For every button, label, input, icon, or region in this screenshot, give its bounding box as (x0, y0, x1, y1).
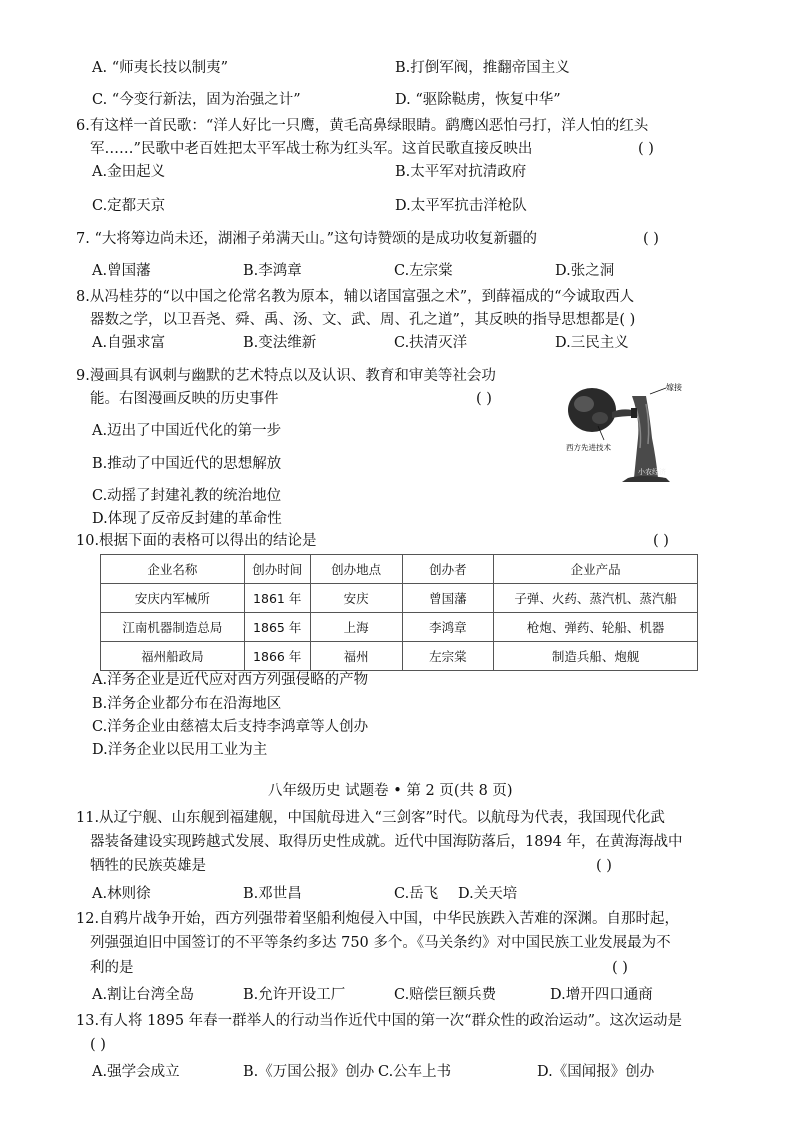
q7-option-b: B.李鸿章 (243, 263, 302, 279)
q6-option-c: C.定都天京 (92, 198, 166, 214)
q12-option-c: C.赔偿巨额兵费 (394, 987, 497, 1003)
q5-option-d: D. “驱除鞑虏，恢复中华” (395, 92, 561, 108)
q9-option-d: D.体现了反帝反封建的革命性 (92, 511, 282, 527)
q12-stem-line2: 列强强迫旧中国签订的不平等条约多达 750 多个。《马关条约》对中国民族工业发展最为不 (90, 935, 671, 951)
q10-option-b: B.洋务企业都分布在沿海地区 (92, 696, 282, 712)
q7-option-a: A.曾国藩 (92, 263, 151, 279)
q12-option-d: D.增开四口通商 (550, 987, 653, 1003)
q11-option-a: A.林则徐 (92, 886, 151, 902)
q10-answer-bracket: ( ) (653, 533, 669, 549)
q5-option-c: C. “今变行新法，固为治强之计” (92, 92, 301, 108)
q9-option-a: A.迈出了中国近代化的第一步 (92, 423, 282, 439)
cell: 1865 年 (244, 613, 310, 642)
cell: 1866 年 (244, 642, 310, 671)
table-header-row (101, 555, 698, 584)
q12-option-a: A.割让台湾全岛 (92, 987, 195, 1003)
q8-option-b: B.变法维新 (243, 335, 317, 351)
cell: 枪炮、弹药、轮船、机器 (494, 613, 698, 642)
q9-stem-line1: 9.漫画具有讽刺与幽默的艺术特点以及认识、教育和审美等社会功 (76, 368, 496, 384)
cell: 安庆内军械所 (101, 584, 245, 613)
q7-stem: 7. “大将筹边尚未还，湖湘子弟满天山。”这句诗赞颂的是成功收复新疆的 (76, 231, 538, 247)
table-row (101, 642, 698, 671)
q9-option-c: C.动摇了封建礼教的统治地位 (92, 488, 282, 504)
q13-option-d: D.《国闻报》创办 (537, 1064, 655, 1080)
header-founder: 创办者 (402, 555, 494, 584)
q6-option-b: B.太平军对抗清政府 (395, 164, 527, 180)
q10-option-c: C.洋务企业由慈禧太后支持李鸿章等人创办 (92, 719, 369, 735)
q7-option-d: D.张之洞 (555, 263, 615, 279)
q11-option-d: D.关天培 (458, 886, 518, 902)
q8-stem-line2: 器数之学，以卫吾尧、舜、禹、汤、文、武、周、孔之道”，其反映的指导思想都是( ) (90, 312, 636, 328)
q11-option-c: C.岳飞 (394, 886, 439, 902)
q9-option-b: B.推动了中国近代的思想解放 (92, 456, 282, 472)
q11-stem-line2: 器装备建设实现跨越式发展、取得历史性成就。近代中国海防落后，1894 年，在黄海海战中 (90, 834, 683, 850)
q10-option-a: A.洋务企业是近代应对西方列强侵略的产物 (92, 672, 369, 688)
q11-option-b: B.邓世昌 (243, 886, 302, 902)
cell: 江南机器制造总局 (101, 613, 245, 642)
q9-answer-bracket: ( ) (476, 391, 492, 407)
q8-option-d: D.三民主义 (555, 335, 629, 351)
header-location: 创办地点 (310, 555, 402, 584)
q5-option-b: B.打倒军阀，推翻帝国主义 (395, 60, 570, 76)
header-year: 创办时间 (244, 555, 310, 584)
q6-answer-bracket: ( ) (638, 141, 654, 157)
header-products: 企业产品 (494, 555, 698, 584)
table-row (101, 584, 698, 613)
cell: 1861 年 (244, 584, 310, 613)
cartoon-label-western-tech: 西方先进技术 (566, 443, 611, 452)
q6-stem-line2: 军……”民歌中老百姓把太平军战士称为红头军。这首民歌直接反映出 (90, 141, 533, 157)
q6-option-d: D.太平军抗击洋枪队 (395, 198, 527, 214)
q11-stem-line1: 11.从辽宁舰、山东舰到福建舰，中国航母进入“三剑客”时代。以航母为代表，我国现代化武 (76, 810, 665, 826)
cell: 曾国藩 (402, 584, 494, 613)
q10-option-d: D.洋务企业以民用工业为主 (92, 742, 268, 758)
cell: 上海 (310, 613, 402, 642)
cartoon-label-smallholder-economy: 小农经济 (638, 468, 666, 476)
q12-answer-bracket: ( ) (612, 960, 628, 976)
q13-option-c: C.公车上书 (378, 1064, 452, 1080)
grafting-tree-cartoon (562, 378, 690, 490)
q13-option-a: A.强学会成立 (92, 1064, 180, 1080)
q8-option-c: C.扶清灭洋 (394, 335, 468, 351)
cartoon-label-graft: 嫁接 (666, 383, 682, 392)
q8-option-a: A.自强求富 (92, 335, 166, 351)
q13-option-b: B.《万国公报》创办 (243, 1064, 375, 1080)
cell: 左宗棠 (402, 642, 494, 671)
cell: 福州船政局 (101, 642, 245, 671)
q11-stem-line3: 牺牲的民族英雄是 (90, 858, 206, 874)
q7-answer-bracket: ( ) (643, 231, 659, 247)
table-row (101, 613, 698, 642)
q7-option-c: C.左宗棠 (394, 263, 453, 279)
header-name: 企业名称 (101, 555, 245, 584)
q13-stem: 13.有人将 1895 年春一群举人的行动当作近代中国的第一次“群众性的政治运动”。这次运动是 (76, 1013, 683, 1029)
q6-option-a: A.金田起义 (92, 164, 166, 180)
q12-stem-line3: 利的是 (90, 960, 134, 976)
cell: 李鸿章 (402, 613, 494, 642)
page-footer: 八年级历史 试题卷 • 第 2 页(共 8 页) (268, 783, 513, 799)
q6-stem-line1: 6.有这样一首民歌：“洋人好比一只鹰，黄毛高鼻绿眼睛。鹞鹰凶恶怕弓打，洋人怕的红头 (76, 118, 649, 134)
q5-option-a: A. “师夷长技以制夷” (92, 60, 229, 76)
q13-answer-bracket: ( ) (90, 1037, 106, 1053)
enterprise-table (100, 554, 698, 671)
q10-stem: 10.根据下面的表格可以得出的结论是 (76, 533, 317, 549)
cell: 制造兵船、炮舰 (494, 642, 698, 671)
cell: 安庆 (310, 584, 402, 613)
q11-answer-bracket: ( ) (596, 858, 612, 874)
cell: 子弹、火药、蒸汽机、蒸汽船 (494, 584, 698, 613)
q8-stem-line1: 8.从冯桂芬的“以中国之伦常名教为原本，辅以诸国富强之术”，到薛福成的“今诚取西人 (76, 289, 635, 305)
q9-stem-line2: 能。右图漫画反映的历史事件 (90, 391, 279, 407)
q12-stem-line1: 12.自鸦片战争开始，西方列强带着坚船利炮侵入中国，中华民族跌入苦难的深渊。自那时起， (76, 911, 680, 927)
q12-option-b: B.允许开设工厂 (243, 987, 346, 1003)
cell: 福州 (310, 642, 402, 671)
